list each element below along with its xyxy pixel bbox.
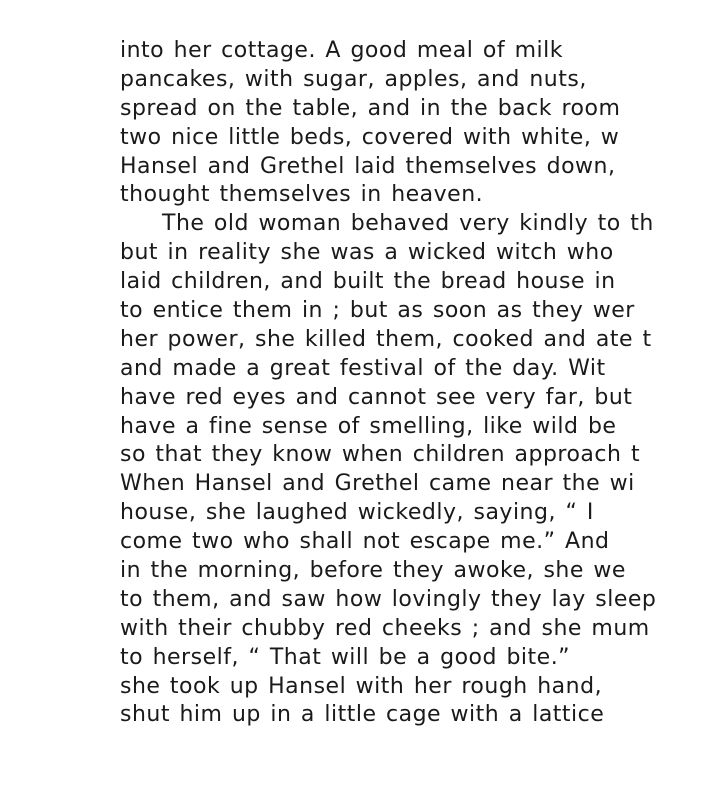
text-line: two nice little beds, covered with white, w [120, 124, 620, 150]
text-line: thought themselves in heaven. [120, 182, 484, 208]
text-line: and made a great festival of the day. Wit [120, 355, 606, 381]
text-line: have red eyes and cannot see very far, but [120, 384, 633, 410]
text-line: to them, and saw how lovingly they lay sleep [120, 586, 657, 612]
text-line: come two who shall not escape me.” And [120, 529, 610, 555]
text-line: When Hansel and Grethel came near the wi [120, 471, 635, 497]
text-line: laid children, and built the bread house in [120, 269, 616, 295]
text-line: shut him up in a little cage with a lattice [120, 702, 605, 728]
text-line: pancakes, with sugar, apples, and nuts, [120, 66, 587, 92]
text-line: to entice them in ; but as soon as they wer [120, 298, 635, 324]
text-line: she took up Hansel with her rough hand, [120, 673, 603, 699]
text-line: to herself, “ That will be a good bite.” [120, 644, 571, 670]
text-line: with their chubby red cheeks ; and she mum [120, 615, 650, 641]
text-line: have a fine sense of smelling, like wild be [120, 413, 617, 439]
text-line: into her cottage. A good meal of milk [120, 38, 563, 63]
text-line: in the morning, before they awoke, she we [120, 558, 626, 584]
text-line: spread on the table, and in the back room [120, 95, 621, 121]
paragraph-start-line: The old woman behaved very kindly to th [162, 211, 654, 237]
text-line: Hansel and Grethel laid themselves down, [120, 153, 616, 179]
text-line: but in reality she was a wicked witch who [120, 240, 614, 266]
text-line: so that they know when children approach t [120, 442, 641, 468]
text-line: her power, she killed them, cooked and ate t [120, 326, 652, 352]
text-line: house, she laughed wickedly, saying, “ I [120, 500, 594, 526]
body-text [120, 37, 705, 730]
